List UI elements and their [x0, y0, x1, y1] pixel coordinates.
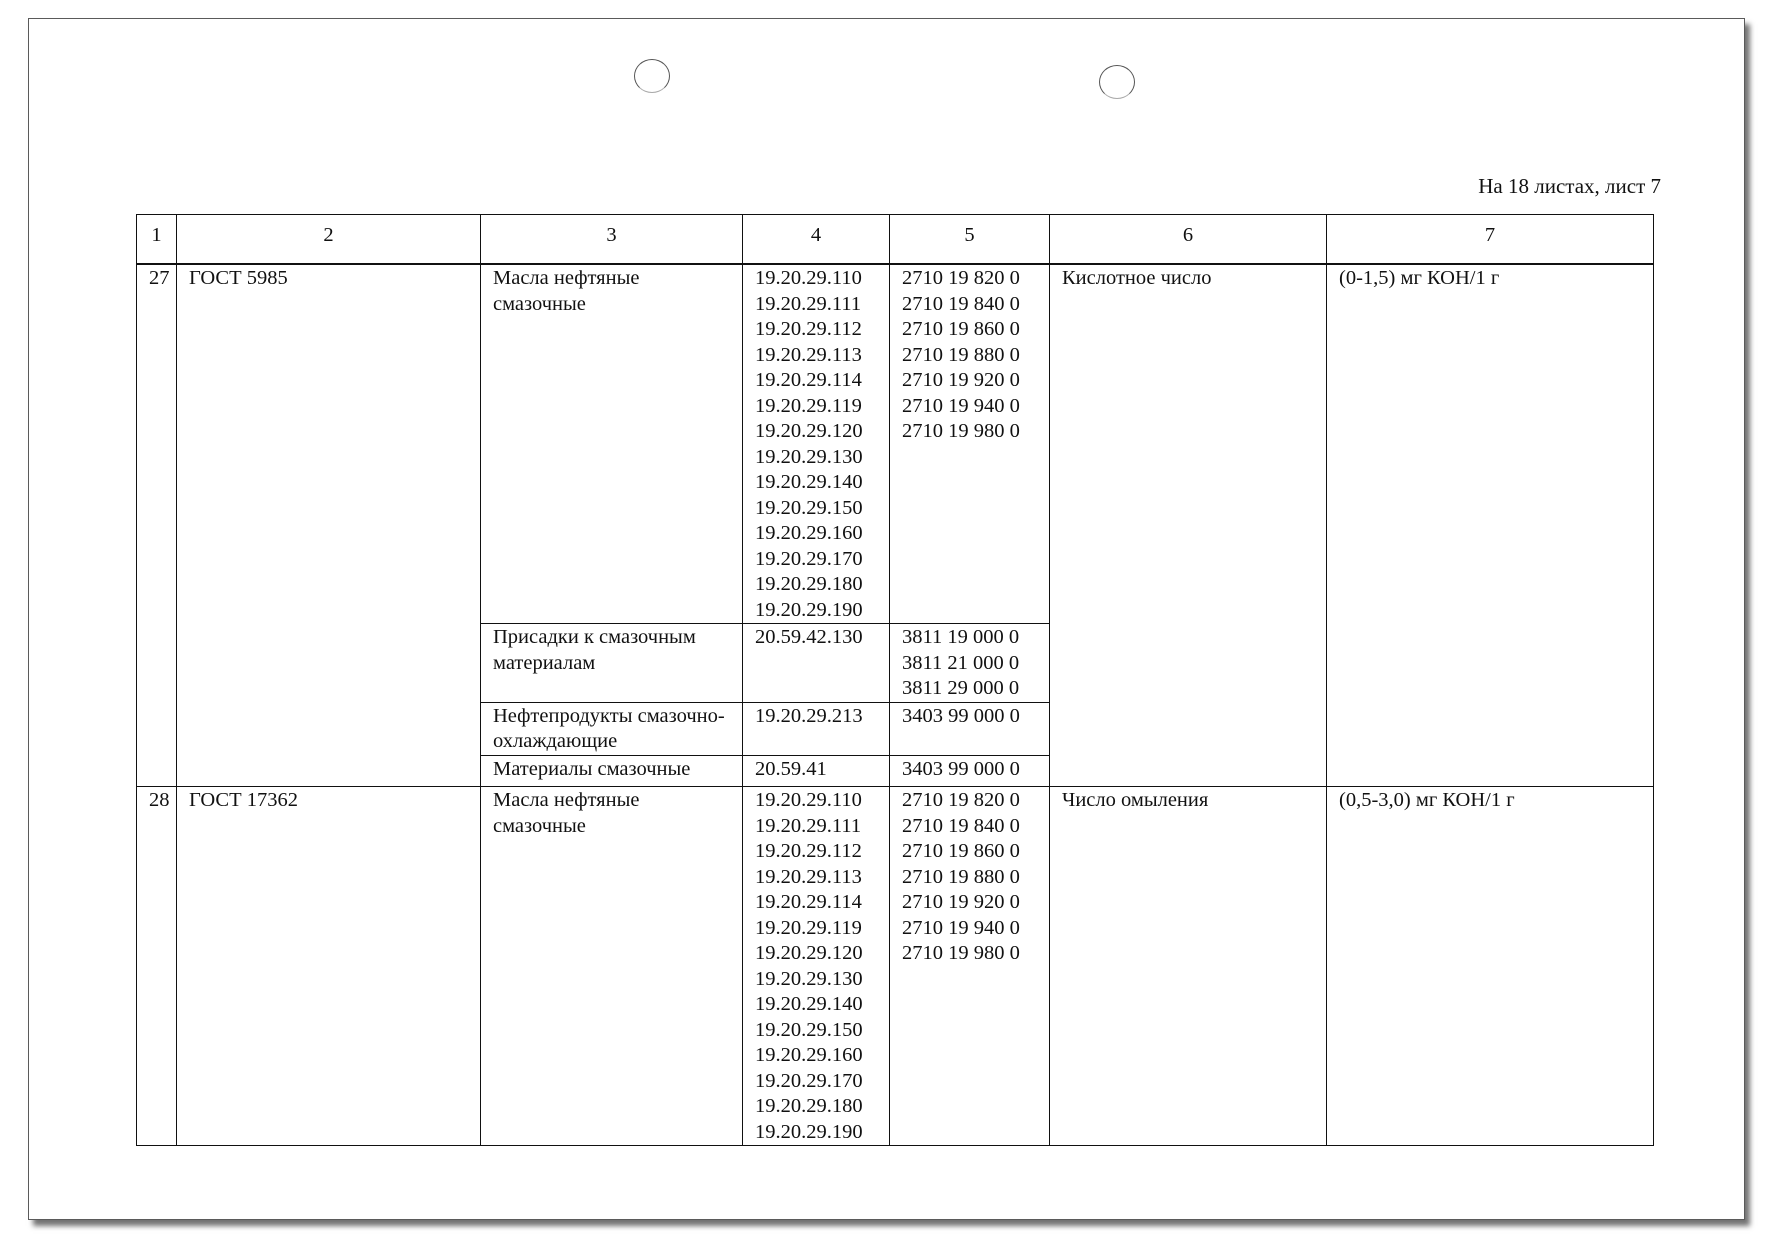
okpd-code: 19.20.29.190	[755, 1120, 863, 1143]
standards-table	[136, 214, 1654, 1146]
okpd-code: 19.20.29.119	[755, 394, 862, 417]
okpd-code: 19.20.29.114	[755, 369, 862, 391]
okpd-code: 19.20.29.112	[755, 318, 862, 340]
okpd-code: 19.20.29.150	[755, 1018, 863, 1041]
measurement-range: (0-1,5) мг КОН/1 г	[1327, 264, 1654, 787]
tnved-code: 3811 19 000 0	[902, 626, 1020, 648]
tnved-code: 2710 19 940 0	[902, 916, 1020, 939]
tnved-code: 2710 19 860 0	[902, 840, 1020, 862]
okpd-code: 19.20.29.213	[755, 704, 863, 727]
okpd-code: 19.20.29.150	[755, 496, 863, 519]
okpd-code: 20.59.42.130	[755, 626, 863, 648]
document-sheet	[28, 18, 1745, 1220]
okpd-code: 19.20.29.113	[755, 865, 862, 888]
okpd-codes	[743, 755, 890, 787]
column-number-row	[137, 215, 1654, 265]
column-header: 2	[177, 215, 481, 265]
product-name: Нефтепродукты смазочно-охлаждающие	[481, 702, 743, 755]
column-header: 3	[481, 215, 743, 265]
column-header: 5	[890, 215, 1050, 265]
standard-designation: ГОСТ 5985	[177, 264, 481, 787]
tnved-code: 2710 19 820 0	[902, 267, 1020, 289]
okpd-code: 19.20.29.190	[755, 598, 863, 621]
okpd-code: 19.20.29.160	[755, 1044, 863, 1066]
tnved-codes	[890, 264, 1050, 624]
okpd-code: 19.20.29.111	[755, 814, 862, 837]
punch-hole	[1099, 65, 1135, 99]
okpd-code: 19.20.29.180	[755, 573, 863, 595]
row-number: 27	[137, 264, 177, 787]
tnved-codes	[890, 624, 1050, 703]
tnved-code: 2710 19 880 0	[902, 343, 1020, 366]
tnved-code: 2710 19 860 0	[902, 318, 1020, 340]
tnved-code: 2710 19 920 0	[902, 369, 1020, 391]
sheet-count-note: На 18 листах, лист 7	[1478, 174, 1661, 198]
okpd-code: 19.20.29.114	[755, 891, 862, 913]
row-number: 28	[137, 787, 177, 1146]
okpd-code: 19.20.29.120	[755, 942, 863, 964]
okpd-codes	[743, 702, 890, 755]
okpd-code: 19.20.29.113	[755, 343, 862, 366]
okpd-code: 19.20.29.160	[755, 522, 863, 544]
okpd-code: 19.20.29.110	[755, 789, 862, 811]
okpd-code: 19.20.29.140	[755, 993, 863, 1015]
column-header: 4	[743, 215, 890, 265]
product-name: Материалы смазочные	[481, 755, 743, 787]
punch-hole	[634, 59, 670, 93]
tnved-code: 2710 19 980 0	[902, 420, 1020, 442]
okpd-code: 19.20.29.112	[755, 840, 862, 862]
column-header: 6	[1050, 215, 1327, 265]
product-name: Присадки к смазочным материалам	[481, 624, 743, 703]
okpd-codes	[743, 264, 890, 624]
okpd-code: 19.20.29.180	[755, 1095, 863, 1117]
tnved-code: 3811 29 000 0	[902, 677, 1020, 699]
okpd-code: 19.20.29.110	[755, 267, 862, 289]
okpd-code: 20.59.41	[755, 757, 827, 780]
tnved-codes	[890, 787, 1050, 1146]
okpd-code: 19.20.29.120	[755, 420, 863, 442]
characteristic: Кислотное число	[1050, 264, 1327, 787]
standard-designation: ГОСТ 17362	[177, 787, 481, 1146]
tnved-code: 2710 19 840 0	[902, 814, 1020, 837]
measurement-range: (0,5-3,0) мг КОН/1 г	[1327, 787, 1654, 1146]
tnved-code: 2710 19 820 0	[902, 789, 1020, 811]
tnved-code: 2710 19 980 0	[902, 942, 1020, 964]
column-header: 7	[1327, 215, 1654, 265]
okpd-code: 19.20.29.111	[755, 292, 862, 315]
column-header: 1	[137, 215, 177, 265]
tnved-code: 2710 19 940 0	[902, 394, 1020, 417]
tnved-codes	[890, 755, 1050, 787]
tnved-code: 2710 19 880 0	[902, 865, 1020, 888]
okpd-code: 19.20.29.140	[755, 471, 863, 493]
table-row	[137, 787, 1654, 1146]
okpd-code: 19.20.29.170	[755, 547, 863, 570]
tnved-code: 3403 99 000 0	[902, 757, 1020, 780]
okpd-code: 19.20.29.130	[755, 967, 863, 990]
okpd-codes	[743, 787, 890, 1146]
tnved-code: 3403 99 000 0	[902, 704, 1020, 727]
tnved-codes	[890, 702, 1050, 755]
okpd-code: 19.20.29.130	[755, 445, 863, 468]
product-name: Масла нефтяные смазочные	[481, 787, 743, 1146]
okpd-code: 19.20.29.119	[755, 916, 862, 939]
okpd-code: 19.20.29.170	[755, 1069, 863, 1092]
tnved-code: 3811 21 000 0	[902, 651, 1020, 674]
okpd-codes	[743, 624, 890, 703]
table-row	[137, 264, 1654, 624]
tnved-code: 2710 19 920 0	[902, 891, 1020, 913]
product-name: Масла нефтяные смазочные	[481, 264, 743, 624]
tnved-code: 2710 19 840 0	[902, 292, 1020, 315]
characteristic: Число омыления	[1050, 787, 1327, 1146]
